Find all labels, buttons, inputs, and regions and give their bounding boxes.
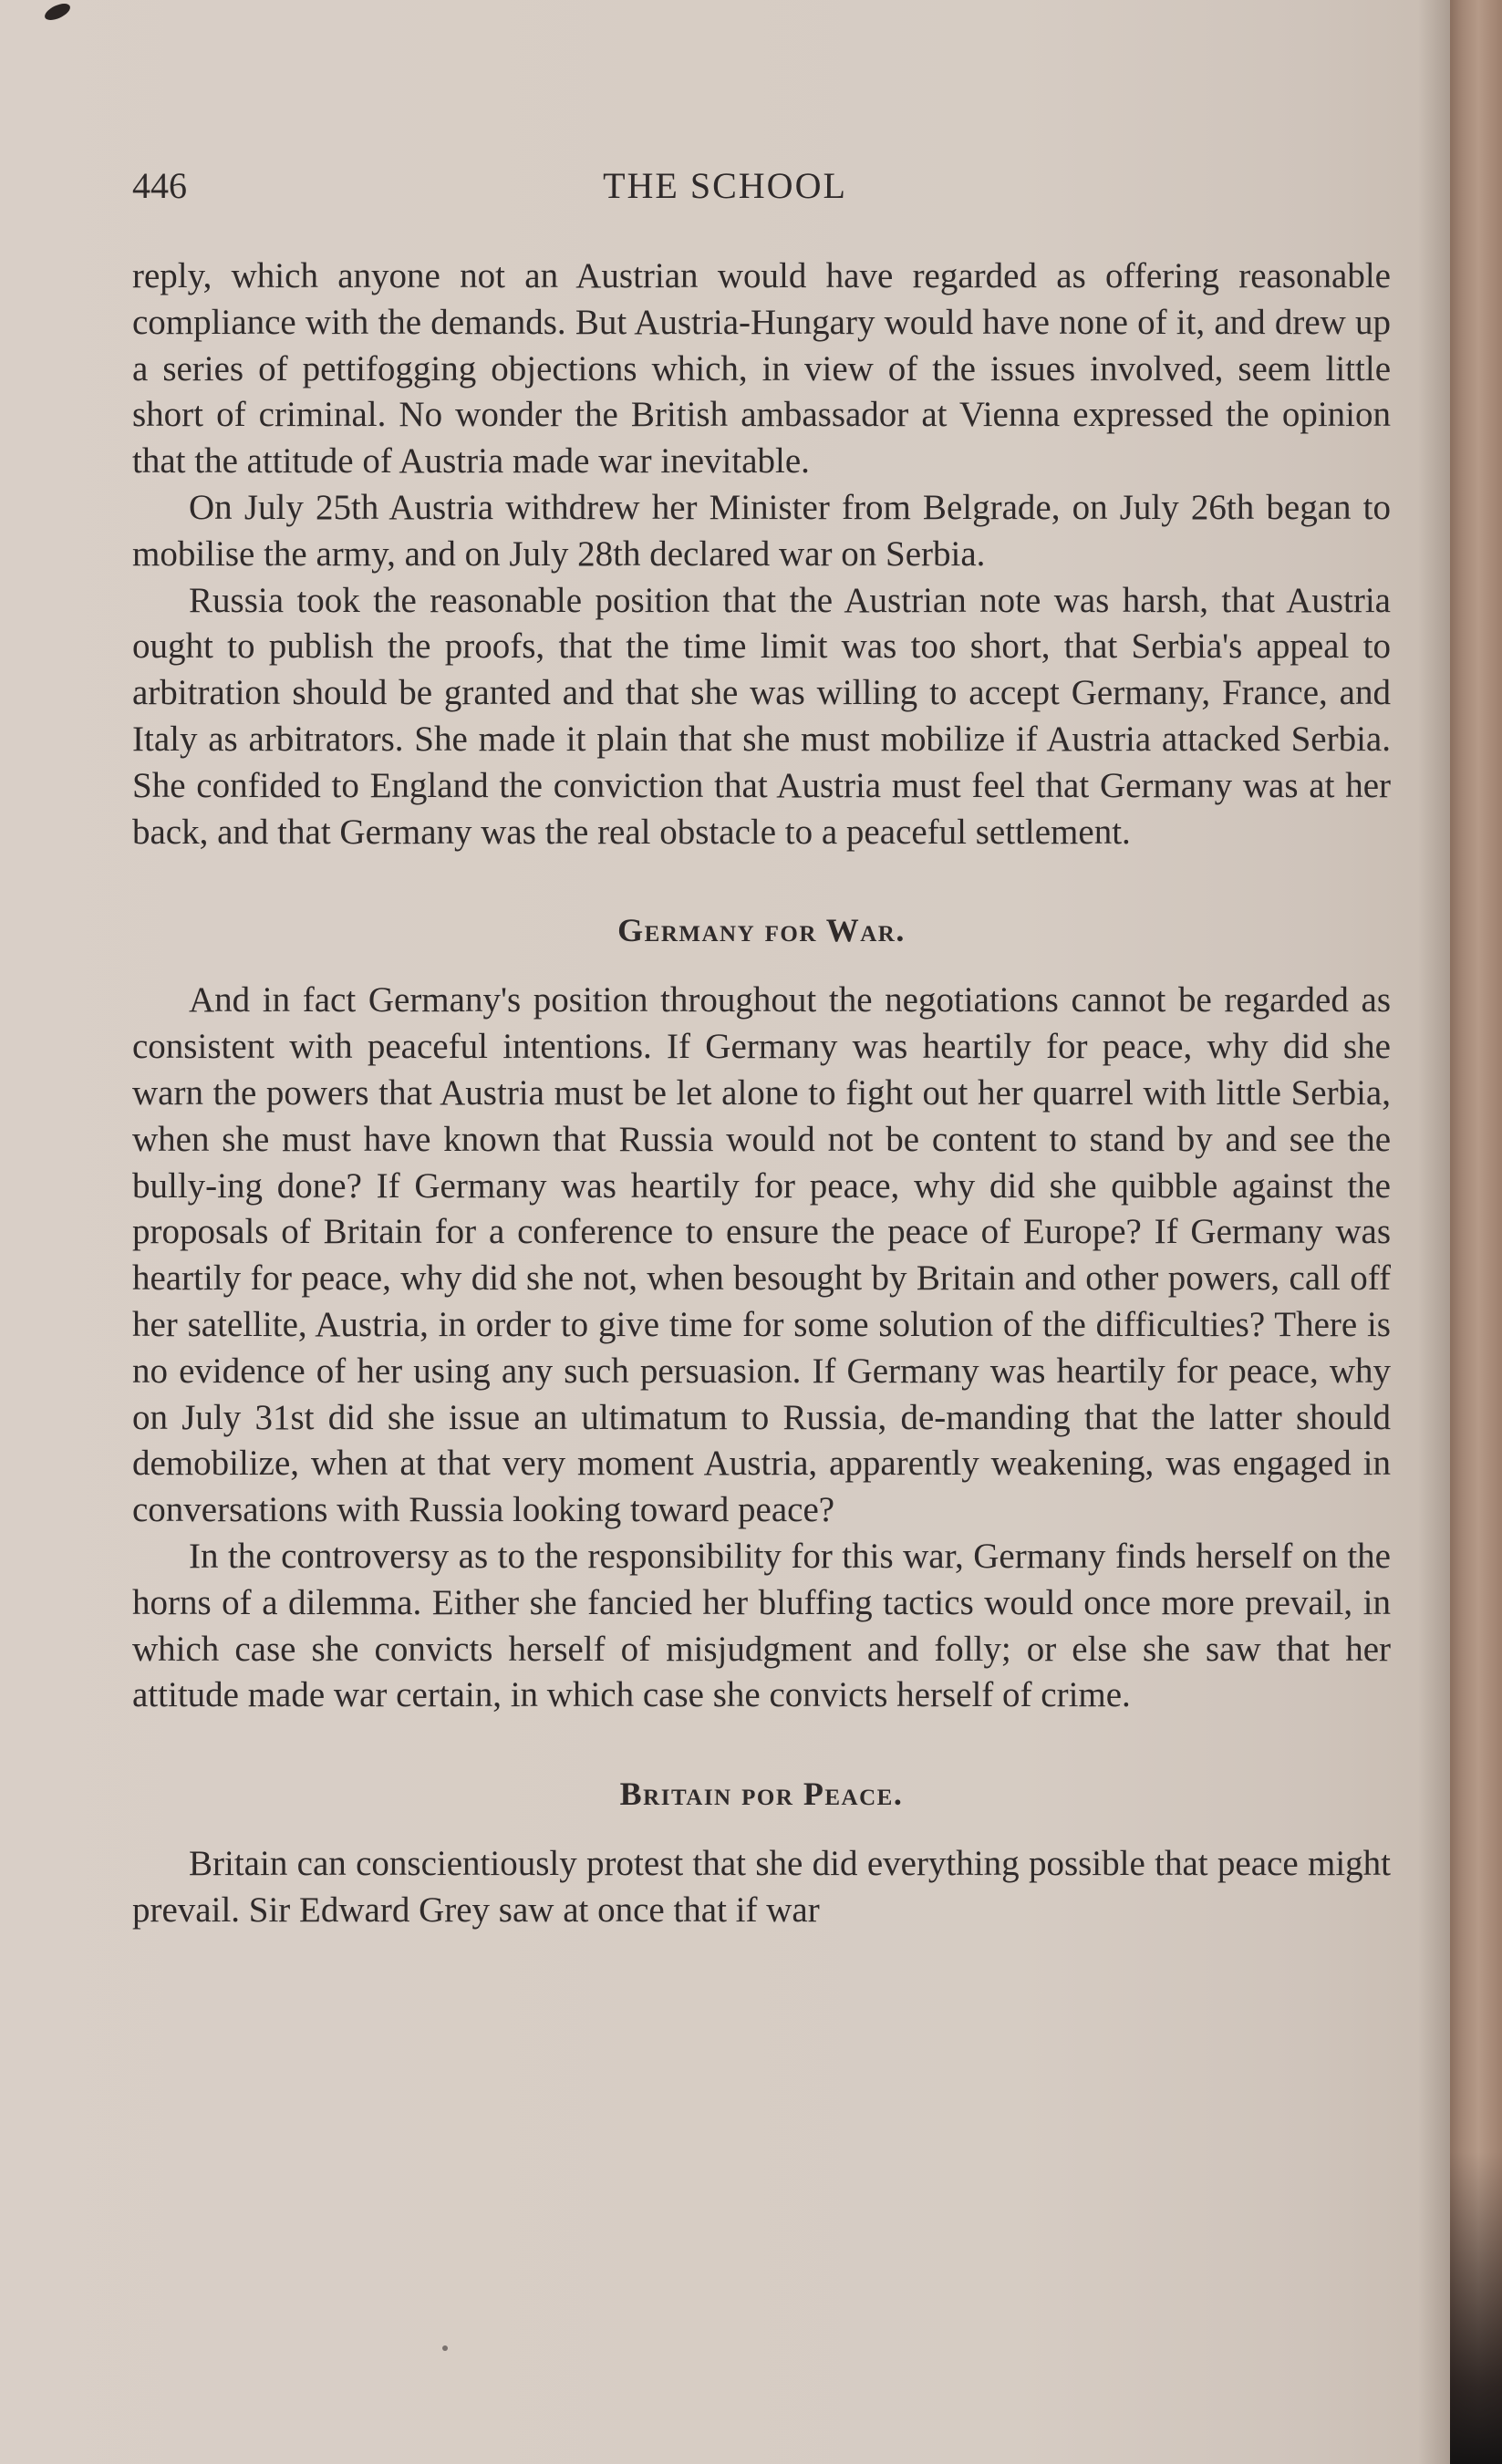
paragraph-5: In the controversy as to the responsibility for this war, Germany finds herself on the horns of a dilemma. Either she fancied her bluffing tactics would once more prevail, in which case she convicts herself of misjudgment and folly; or else she saw that her attitude made war certain, in which case she convicts herself of crime. (132, 1536, 1391, 1715)
running-head (132, 162, 1414, 210)
speck-mark (442, 2345, 448, 2351)
paragraph-2: On July 25th Austria withdrew her Minister from Belgrade, on July 26th began to mobilise the army, and on July 28th declared war on Serbia. (132, 487, 1391, 574)
paragraph-3: Russia took the reasonable position that the Austrian note was harsh, that Austria ought to publish the proofs, that the time limit was too short, that Serbia's appeal to arbitration should be granted and that she was willing to accept Germany, France, and Italy as arbitrators. She made it plain that she must mobilize if Austria attacked Serbia. She confided to England the conviction that Austria must feel that Germany was at her back, and that Germany was the real obstacle to a peaceful settlement. (132, 580, 1391, 852)
paragraph-6: Britain can conscientiously protest that she did everything possible that peace might prevail. Sir Edward Grey saw at once that if war (132, 1844, 1391, 1930)
journal-title: THE SCHOOL (603, 165, 847, 206)
paragraph-4: And in fact Germany's position throughout the negotiations cannot be regarded as consistent with peaceful intentions. If Germany was heartily for peace, why did she warn the powers that Austria must be let alone to fight out her quarrel with little Serbia, when she must have known that Russia would not be content to stand by and see the bully-ing done? If Germany was heartily for peace, why did she quibble against the proposals of Britain for a conference to ensure the peace of Europe? If Germany was heartily for peace, why did she not, when besought by Britain and other powers, call off her satellite, Austria, in order to give time for some solution of the difficulties? There is no evidence of her using any such persuasion. If Germany was heartily for peace, why on July 31st did she issue an ultimatum to Russia, de-manding that the latter should demobilize, when at that very moment Austria, apparently weakening, was engaged in conversations with Russia looking toward peace? (132, 980, 1391, 1530)
book-edge (1450, 0, 1502, 2464)
page-number: 446 (132, 165, 187, 206)
section-heading-britain: Britain por Peace. (619, 1776, 904, 1813)
article-body (132, 254, 1391, 1934)
book-edge-shadow (1450, 2152, 1502, 2464)
section-heading-germany: Germany for War. (617, 912, 906, 949)
paragraph-1: reply, which anyone not an Austrian would have regarded as offering reasonable compliance with the demands. But Austria-Hungary would have none of it, and drew up a series of pettifogging objections which, in view of the issues involved, seem little short of criminal. No wonder the British ambassador at Vienna expressed the opinion that the attitude of Austria made war inevitable. (132, 256, 1391, 481)
page-gutter-shadow (1418, 0, 1455, 2464)
